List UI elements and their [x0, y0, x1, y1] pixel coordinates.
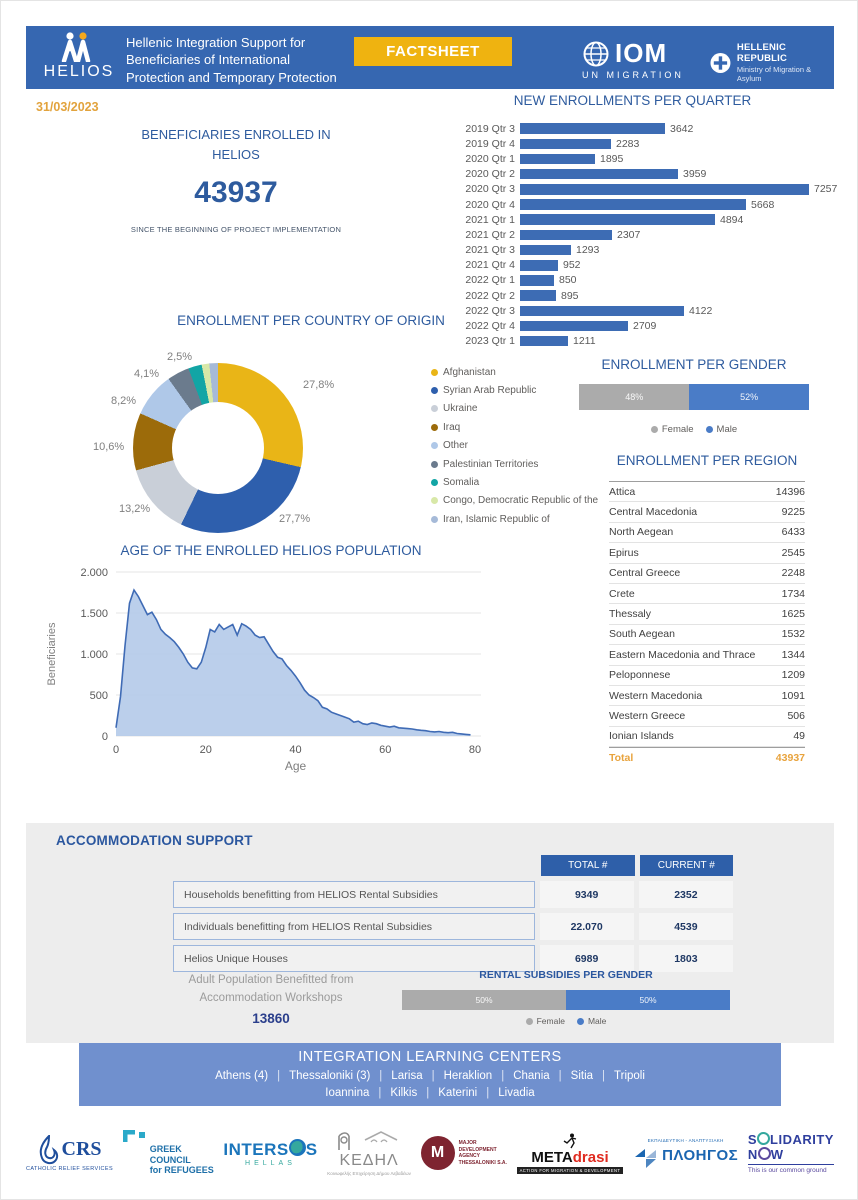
title-line: Beneficiaries of International: [126, 52, 291, 68]
accommodation-total-value: 9349: [540, 881, 634, 908]
gender-legend: [579, 424, 809, 435]
rental-gender-legend: [402, 1016, 730, 1026]
quarter-label: 2019 Qtr 4: [465, 137, 515, 150]
quarter-chart-bars: [431, 121, 838, 349]
donut-hole: [172, 402, 264, 494]
quarter-value: 850: [559, 274, 577, 287]
region-value: 1344: [781, 648, 805, 661]
solidarity-part4: W: [770, 1147, 784, 1162]
quarter-label: 2022 Qtr 4: [465, 320, 515, 333]
beneficiaries-count: 43937: [194, 176, 278, 209]
region-value: 1091: [781, 689, 805, 702]
region-name: Central Greece: [609, 567, 681, 580]
gender-segment-male: 50%: [566, 990, 730, 1010]
legend-item: [431, 437, 611, 455]
legend-label: Iraq: [443, 421, 461, 433]
total-column-header: TOTAL #: [541, 855, 635, 876]
legend-item: Male: [577, 1016, 606, 1026]
quarter-bar-row: [431, 318, 834, 333]
separator: |: [378, 1087, 382, 1099]
svg-text:Age: Age: [284, 759, 307, 773]
iom-globe-icon: [582, 40, 610, 68]
accommodation-title: ACCOMMODATION SUPPORT: [56, 833, 253, 848]
quarter-bar-row: [431, 334, 834, 349]
quarter-label: 2023 Qtr 1: [465, 335, 515, 348]
ilc-cities-line1: [79, 1070, 781, 1082]
region-row: [609, 686, 805, 706]
quarter-bar: [520, 214, 715, 225]
crs-flame-icon: [38, 1135, 60, 1165]
legend-item: [431, 492, 611, 510]
hellenic-republic-name: HELLENIC REPUBLIC: [736, 42, 788, 64]
quarter-bar: [520, 199, 746, 210]
ilc-title: INTEGRATION LEARNING CENTERS: [298, 1049, 562, 1065]
quarter-value: 2283: [616, 137, 640, 150]
mdat-icon: M: [421, 1136, 455, 1170]
current-column-header: CURRENT #: [640, 855, 734, 876]
accommodation-header-row: [541, 855, 738, 876]
region-row: [609, 584, 805, 604]
helios-people-icon: [56, 32, 102, 62]
quarter-label: 2021 Qtr 1: [465, 213, 515, 226]
donut-label: 8,2%: [111, 395, 137, 407]
ilc-city: Heraklion: [443, 1070, 493, 1082]
metadrasi-logo: [517, 1133, 624, 1174]
legend-dot: [577, 1018, 584, 1025]
accommodation-current-value: 2352: [639, 881, 733, 908]
region-value: 2545: [781, 546, 805, 559]
total-value: 43937: [775, 751, 805, 764]
region-row: [609, 625, 805, 645]
donut-chart-title: ENROLLMENT PER COUNTRY OF ORIGIN: [177, 313, 445, 328]
quarter-bar-row: [431, 151, 834, 166]
svg-text:Beneficiaries: Beneficiaries: [46, 622, 58, 686]
region-row: [609, 706, 805, 726]
intersos-subtitle: HELLAS: [245, 1160, 296, 1167]
solidarity-o-icon: [757, 1132, 770, 1145]
ploigos-name: ΠΛΟΗΓΟΣ: [662, 1147, 739, 1164]
ilc-cities-line2: [79, 1087, 781, 1099]
gcr-line3: for REFUGEES: [149, 1165, 214, 1176]
region-name: South Aegean: [609, 628, 675, 641]
gender-segment-female: 48%: [579, 384, 689, 410]
legend-dot: [706, 426, 713, 433]
quarter-bar-row: [431, 212, 834, 227]
quarter-value: 1211: [573, 335, 596, 348]
region-name: Thessaly: [609, 608, 652, 621]
separator: |: [277, 1070, 281, 1082]
quarter-bar: [520, 169, 678, 180]
region-name: Western Macedonia: [609, 689, 703, 702]
intersos-globe-icon: [289, 1139, 306, 1156]
quarter-value: 1895: [600, 152, 624, 165]
kedil-subtitle: Κοινωφελής Επιχείρηση Δήμου Λεβαδέων: [327, 1171, 411, 1176]
enrollment-per-region: [609, 453, 805, 767]
accommodation-total-value: 22.070: [540, 913, 634, 940]
svg-text:1.000: 1.000: [80, 649, 108, 661]
region-value: 2248: [781, 567, 805, 580]
intersos-part2: S: [305, 1140, 318, 1159]
solidarity-now-logo: [748, 1132, 834, 1173]
helios-logo: [40, 32, 118, 81]
quarter-bar: [520, 139, 611, 150]
legend-dot: [431, 387, 438, 394]
quarter-bar: [520, 336, 568, 347]
svg-text:0: 0: [101, 731, 108, 743]
legend-dot: [431, 405, 438, 412]
region-name: Crete: [609, 587, 635, 600]
accommodation-row: [173, 881, 738, 908]
enrollment-per-gender-chart: [579, 357, 809, 435]
adult-workshops-stat: [116, 971, 426, 1026]
quarter-bar: [520, 184, 809, 195]
region-name: North Aegean: [609, 526, 674, 539]
quarter-label: 2022 Qtr 3: [465, 304, 515, 317]
quarter-value: 2709: [633, 320, 657, 333]
quarter-value: 4122: [689, 304, 713, 317]
accommodation-rows: [173, 881, 738, 972]
legend-dot: [526, 1018, 533, 1025]
ilc-city: Chania: [513, 1070, 550, 1082]
adult-workshops-line2: Accommodation Workshops: [199, 992, 343, 1005]
separator: |: [486, 1087, 490, 1099]
donut-label: 4,1%: [134, 368, 160, 380]
quarter-bar-row: [431, 182, 838, 197]
quarter-bar: [520, 321, 628, 332]
age-population-chart: [41, 543, 501, 774]
gcr-line2: COUNCIL: [149, 1154, 191, 1165]
age-area-plot: [41, 558, 501, 774]
rental-gender-bar: [402, 990, 730, 1010]
gcr-line1: GREEK: [149, 1144, 182, 1155]
kedil-logo: [327, 1130, 411, 1176]
mdat-line4: THESSALONIKI S.A.: [458, 1159, 507, 1166]
svg-text:0: 0: [112, 744, 120, 756]
metadrasi-subtitle: ACTION FOR MIGRATION & DEVELOPMENT: [517, 1167, 624, 1174]
gender-segment-male: 52%: [689, 384, 809, 410]
region-row: [609, 666, 805, 686]
quarter-value: 952: [563, 259, 581, 272]
donut-label: 13,2%: [119, 503, 151, 515]
quarter-label: 2020 Qtr 1: [465, 152, 515, 165]
quarter-bar: [520, 230, 612, 241]
intersos-logo: [223, 1139, 317, 1167]
rental-gender-title: RENTAL SUBSIDIES PER GENDER: [479, 969, 653, 981]
svg-text:1.500: 1.500: [80, 608, 108, 620]
donut-label: 10,6%: [93, 441, 125, 453]
quarter-bar: [520, 154, 595, 165]
mdat-line1: MAJOR: [458, 1140, 477, 1146]
legend-item: Female: [526, 1016, 565, 1026]
hellenic-emblem-icon: [710, 52, 731, 74]
quarter-bar-row: [431, 136, 834, 151]
legend-dot: [431, 369, 438, 376]
gcr-logo: [123, 1130, 214, 1175]
svg-text:80: 80: [468, 744, 482, 756]
legend-dot: [431, 461, 438, 468]
region-row: [609, 564, 805, 584]
crs-logo: [26, 1135, 113, 1172]
separator: |: [558, 1070, 562, 1082]
region-table-title: ENROLLMENT PER REGION: [616, 453, 798, 468]
quarter-label: 2022 Qtr 1: [465, 274, 515, 287]
crs-subtitle: CATHOLIC RELIEF SERVICES: [26, 1165, 114, 1172]
region-value: 49: [793, 730, 805, 743]
region-row: [609, 523, 805, 543]
accommodation-row-label: Individuals benefitting from HELIOS Rental Subsidies: [173, 913, 535, 940]
helios-logo-text: HELIOS: [43, 63, 115, 80]
integration-learning-centers: [79, 1043, 781, 1106]
donut-label: 27,8%: [303, 379, 335, 391]
rental-subsidies-gender-chart: [402, 969, 730, 1026]
region-name: Central Macedonia: [609, 506, 698, 519]
ploigos-logo: [633, 1138, 738, 1169]
separator: |: [431, 1070, 435, 1082]
region-name: Attica: [609, 485, 636, 498]
iom-subtitle: UN MIGRATION: [582, 70, 684, 80]
legend-label: Syrian Arab Republic: [443, 385, 537, 397]
ploigos-tagline: ΕΚΠΑΙΔΕΥΤΙΚΗ - ΑΝΑΠΤΥΞΙΑΚΗ: [647, 1137, 724, 1143]
region-row: [609, 727, 805, 747]
quarter-bar-row: [431, 167, 834, 182]
region-name: Epirus: [609, 546, 639, 559]
donut-label: 27,7%: [279, 513, 311, 525]
legend-dot: [431, 516, 438, 523]
report-date: 31/03/2023: [36, 100, 99, 114]
quarter-bar-row: [431, 273, 834, 288]
factsheet-badge: FACTSHEET: [354, 37, 512, 66]
region-name: Western Greece: [609, 709, 686, 722]
quarter-bar: [520, 260, 558, 271]
legend-label: Afghanistan: [443, 366, 496, 378]
accommodation-table: [173, 855, 738, 972]
svg-text:2.000: 2.000: [80, 567, 108, 579]
quarter-label: 2021 Qtr 3: [465, 244, 515, 257]
mdat-line3: AGENCY: [458, 1153, 480, 1159]
region-row: [609, 482, 805, 502]
mdat-logo: [421, 1136, 507, 1170]
ilc-city: Katerini: [438, 1087, 478, 1099]
region-value: 14396: [775, 485, 805, 498]
region-name: Ionian Islands: [609, 730, 674, 743]
metadrasi-part1: META: [531, 1148, 573, 1166]
separator: |: [426, 1087, 430, 1099]
separator: |: [379, 1070, 383, 1082]
quarter-label: 2022 Qtr 2: [465, 289, 515, 302]
enrollments-per-quarter-chart: [431, 93, 838, 349]
quarter-bar-row: [431, 227, 834, 242]
legend-dot: [431, 479, 438, 486]
quarter-bar: [520, 290, 556, 301]
region-name: Peloponnese: [609, 669, 671, 682]
mdat-line2: DEVELOPMENT: [458, 1146, 497, 1153]
metadrasi-part2: drasi: [572, 1148, 609, 1166]
accommodation-current-value: 1803: [639, 945, 733, 972]
legend-label: Palestinian Territories: [443, 458, 539, 470]
legend-item: Female: [651, 424, 694, 435]
quarter-value: 3959: [683, 168, 707, 181]
adult-workshops-label: [116, 971, 426, 1008]
quarter-bar-row: [431, 303, 834, 318]
quarter-label: 2019 Qtr 3: [465, 122, 515, 135]
region-table: [609, 481, 805, 767]
quarter-bar: [520, 123, 665, 134]
accommodation-row-label: Helios Unique Houses: [173, 945, 535, 972]
quarter-bar: [520, 306, 684, 317]
age-chart-title: AGE OF THE ENROLLED HELIOS POPULATION: [120, 543, 422, 558]
quarter-bar-row: [431, 288, 834, 303]
legend-dot: [431, 424, 438, 431]
region-value: 6433: [781, 526, 805, 539]
region-total-row: [609, 747, 805, 767]
legend-label: Somalia: [443, 477, 480, 489]
quarter-value: 5668: [751, 198, 775, 211]
accommodation-current-value: 4539: [639, 913, 733, 940]
accommodation-row: [173, 945, 738, 972]
quarter-label: 2020 Qtr 3: [465, 183, 515, 196]
quarter-bar: [520, 245, 571, 256]
region-name: Eastern Macedonia and Thrace: [609, 648, 756, 661]
quarter-label: 2020 Qtr 4: [465, 198, 515, 211]
accommodation-total-value: 6989: [540, 945, 634, 972]
region-row: [609, 604, 805, 624]
quarter-bar-row: [431, 243, 834, 258]
ilc-city: Athens (4): [215, 1070, 269, 1082]
legend-item: [431, 455, 611, 473]
title-line: Hellenic Integration Support for: [126, 35, 306, 50]
quarter-chart-title: NEW ENROLLMENTS PER QUARTER: [513, 93, 752, 108]
iom-name: IOM: [615, 38, 668, 68]
quarter-value: 4894: [720, 213, 744, 226]
accommodation-row: [173, 913, 738, 940]
ilc-city: Tripoli: [614, 1070, 645, 1082]
solidarity-tagline: This is our common ground: [748, 1164, 834, 1174]
beneficiaries-summary: [61, 125, 411, 234]
title-line: Protection and Temporary Protection: [126, 69, 337, 85]
gender-bar: [579, 384, 809, 410]
quarter-label: 2021 Qtr 2: [465, 228, 515, 241]
ilc-city: Larisa: [391, 1070, 423, 1082]
region-row: [609, 645, 805, 665]
ilc-city: Ioannina: [325, 1087, 370, 1099]
kedil-house-icon: [337, 1130, 401, 1152]
legend-label: Ukraine: [443, 403, 478, 415]
quarter-bar-row: [431, 197, 834, 212]
region-value: 1532: [781, 628, 805, 641]
gcr-bracket-icon: [123, 1130, 147, 1154]
legend-dot: [651, 426, 658, 433]
quarter-value: 3642: [670, 122, 694, 135]
ilc-city: Livadia: [498, 1087, 535, 1099]
svg-text:40: 40: [289, 744, 302, 756]
gender-segment-female: 50%: [402, 990, 566, 1010]
quarter-value: 2307: [617, 228, 641, 241]
beneficiaries-subtitle: SINCE THE BEGINNING OF PROJECT IMPLEMENTATION: [130, 225, 342, 234]
kedil-name: ΚΕΔΗΛ: [339, 1152, 399, 1169]
separator: |: [602, 1070, 606, 1082]
quarter-bar-row: [431, 121, 834, 136]
accommodation-section: [26, 823, 834, 1043]
factsheet-title: [126, 34, 337, 86]
ploigos-triangles-icon: [633, 1143, 659, 1169]
metadrasi-figure-icon: [561, 1133, 579, 1149]
ilc-city: Thessaloniki (3): [289, 1070, 371, 1082]
region-value: 1625: [781, 608, 805, 621]
ministry-name: Ministry of Migration & Asylum: [736, 65, 812, 83]
ilc-city: Kilkis: [390, 1087, 418, 1099]
region-row: [609, 543, 805, 563]
beneficiaries-title: [61, 125, 411, 164]
ilc-city: Sitia: [570, 1070, 594, 1082]
svg-text:20: 20: [199, 744, 212, 756]
legend-label: Iran, Islamic Republic of: [443, 513, 550, 525]
legend-label: Congo, Democratic Republic of the: [443, 495, 599, 507]
quarter-label: 2021 Qtr 4: [465, 259, 515, 272]
legend-dot: [431, 497, 438, 504]
quarter-value: 895: [561, 289, 579, 302]
crs-name: CRS: [61, 1138, 102, 1160]
gender-chart-title: ENROLLMENT PER GENDER: [601, 357, 787, 372]
donut-label: 2,5%: [167, 351, 193, 363]
quarter-value: 1293: [576, 244, 600, 257]
legend-item: [431, 473, 611, 491]
region-row: [609, 502, 805, 522]
svg-text:60: 60: [379, 744, 392, 756]
adult-workshops-line1: Adult Population Benefitted from: [188, 974, 354, 986]
region-value: 1734: [781, 587, 805, 600]
separator: |: [501, 1070, 505, 1082]
beneficiaries-title-line1: BENEFICIARIES ENROLLED IN: [141, 127, 331, 142]
legend-item: Male: [706, 424, 738, 435]
solidarity-o2-icon: [758, 1147, 771, 1160]
legend-dot: [431, 442, 438, 449]
intersos-part1: INTERS: [223, 1140, 289, 1159]
quarter-bar: [520, 275, 554, 286]
region-value: 506: [787, 709, 805, 722]
region-value: 9225: [781, 506, 805, 519]
partner-logos: [26, 1113, 834, 1193]
header-banner: [26, 26, 834, 89]
iom-logo: [582, 38, 684, 80]
adult-workshops-count: 13860: [252, 1010, 290, 1026]
legend-label: Other: [443, 440, 469, 452]
region-value: 1209: [781, 669, 805, 682]
total-label: Total: [609, 751, 634, 764]
beneficiaries-title-line2: HELIOS: [212, 146, 260, 162]
solidarity-part1: S: [747, 1132, 758, 1148]
legend-item: [431, 510, 611, 528]
quarter-value: 7257: [814, 183, 838, 196]
solidarity-part2: LIDARITY: [770, 1132, 834, 1148]
hellenic-republic-logo: [710, 42, 834, 83]
quarter-bar-row: [431, 258, 834, 273]
accommodation-row-label: Households benefitting from HELIOS Rental Subsidies: [173, 881, 535, 908]
quarter-label: 2020 Qtr 2: [465, 168, 515, 181]
solidarity-part3: N: [747, 1147, 758, 1162]
svg-text:500: 500: [89, 690, 108, 702]
